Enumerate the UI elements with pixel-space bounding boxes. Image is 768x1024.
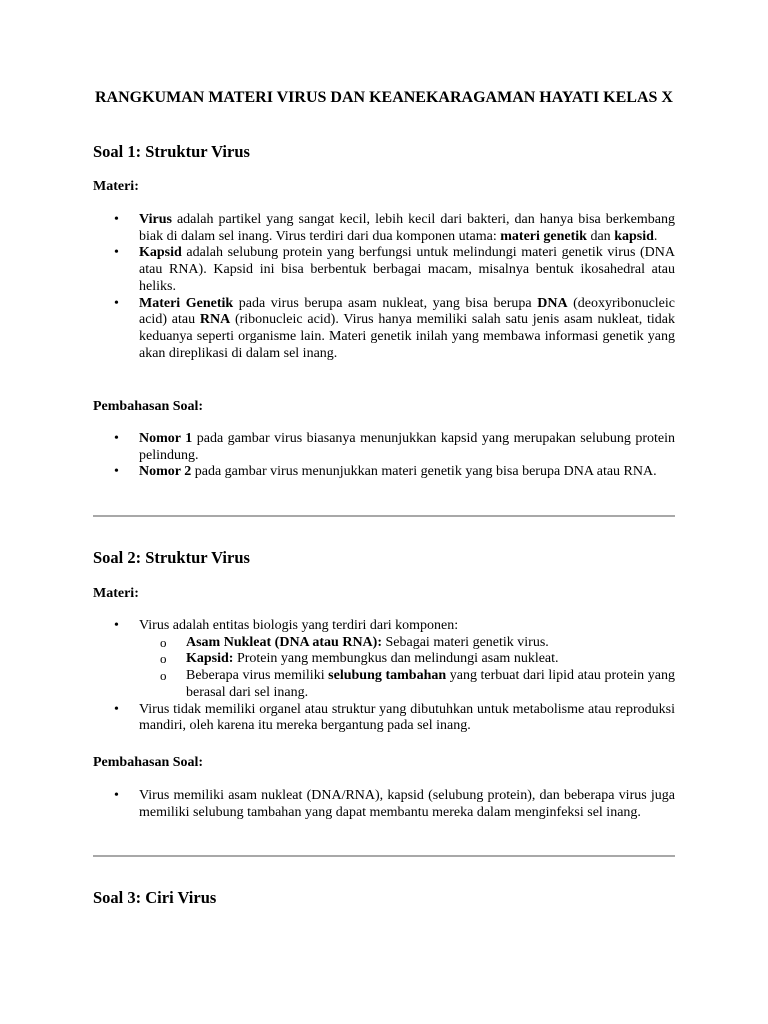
list-item [93,618,675,702]
bullet-icon: • [114,295,119,311]
bullet-icon: • [114,701,119,717]
list-item [93,212,675,245]
component-sublist [139,635,675,702]
term-asam-nukleat: Asam Nukleat (DNA atau RNA): [186,634,382,650]
section-1-materi-list [93,212,675,362]
text: Virus tidak memiliki organel atau struktur yang dibutuhkan untuk metabolisme atau reproduksi mandiri, oleh karena itu mereka bergantung pada sel inang. [139,701,675,734]
circle-bullet-icon: o [160,668,167,684]
list-item [93,788,675,821]
bullet-icon: • [114,464,119,480]
term-kapsid: kapsid [614,228,654,244]
list-item [93,245,675,295]
document-title: RANGKUMAN MATERI VIRUS DAN KEANEKARAGAMAN HAYATI KELAS X [95,89,673,106]
text: (ribonucleic acid). Virus hanya memiliki salah satu jenis asam nukleat, tidak keduanya seperti organisme lain. Materi genetik inilah yang membawa informasi genetik yang akan direplikasi di dalam sel inang. [139,312,675,361]
text: dan [586,228,615,244]
section-1-pembahasan-list [93,431,675,481]
text: pada virus berupa asam nukleat, yang bisa berupa [233,295,538,311]
text: Virus adalah entitas biologis yang terdiri dari komponen: [139,618,459,633]
list-item [93,464,675,481]
section-1-pembahasan-label: Pembahasan Soal: [93,399,204,414]
term-dna: DNA [537,295,568,311]
bullet-icon: • [114,431,119,446]
text: adalah selubung protein yang berfungsi untuk melindungi materi genetik virus (DNA atau RNA). Kapsid ini bisa berbentuk berbagai macam, misalnya bentuk ikosahedral atau heliks. [139,245,675,294]
circle-bullet-icon: o [160,634,167,650]
bullet-icon: • [114,618,119,633]
term-virus: Virus [139,212,172,227]
section-3-heading: Soal 3: Ciri Virus [93,888,217,907]
term-kapsid: Kapsid [139,245,182,261]
list-item [93,431,675,464]
section-1-heading: Soal 1: Struktur Virus [93,142,250,161]
text: Virus memiliki asam nukleat (DNA/RNA), kapsid (selubung protein), dan beberapa virus juga memiliki selubung tambahan yang dapat membantu mereka dalam menginfeksi sel inang. [139,788,675,820]
term-materi-genetik: Materi Genetik [139,295,234,311]
section-2-materi-label: Materi: [93,586,139,601]
text: Beberapa virus memiliki [186,668,329,684]
bullet-icon: • [114,788,119,803]
section-divider [93,515,675,517]
list-item [93,296,675,363]
sublist-item [139,668,675,701]
bullet-icon: • [114,245,119,261]
text: Protein yang membungkus dan melindungi asam nukleat. [233,651,559,667]
term-nomor-1: Nomor 1 [139,431,193,446]
section-1-materi-label: Materi: [93,179,139,194]
section-2-pembahasan-label: Pembahasan Soal: [93,755,204,770]
section-2-pembahasan-list [93,788,675,821]
text: yang terbuat dari lipid atau protein yang berasal dari sel inang. [186,668,675,700]
text: pada gambar virus menunjukkan materi genetik yang bisa berupa DNA atau RNA. [191,464,657,480]
text: Sebagai materi genetik virus. [382,634,549,650]
text: (deoxyribonucleic acid) atau [139,295,675,328]
section-2-materi-list [93,618,675,735]
term-kapsid: Kapsid: [186,651,234,667]
text: adalah partikel yang sangat kecil, lebih kecil dari bakteri, dan hanya bisa berkembang biak di dalam sel inang. Virus terdiri dari dua komponen utama: [139,212,675,244]
term-nomor-2: Nomor 2 [139,464,192,480]
term-materi-genetik: materi genetik [500,228,587,244]
sublist-item [139,651,675,668]
sublist-item [139,635,675,652]
text: pada gambar virus biasanya menunjukkan kapsid yang merupakan selubung protein pelindung. [139,431,675,463]
bullet-icon: • [114,212,119,227]
term-rna: RNA [199,312,231,328]
section-2-heading: Soal 2: Struktur Virus [93,548,250,567]
term-selubung-tambahan: selubung tambahan [328,668,447,684]
list-item [93,702,675,735]
section-divider [93,855,675,857]
text: . [653,228,658,244]
circle-bullet-icon: o [160,651,167,667]
